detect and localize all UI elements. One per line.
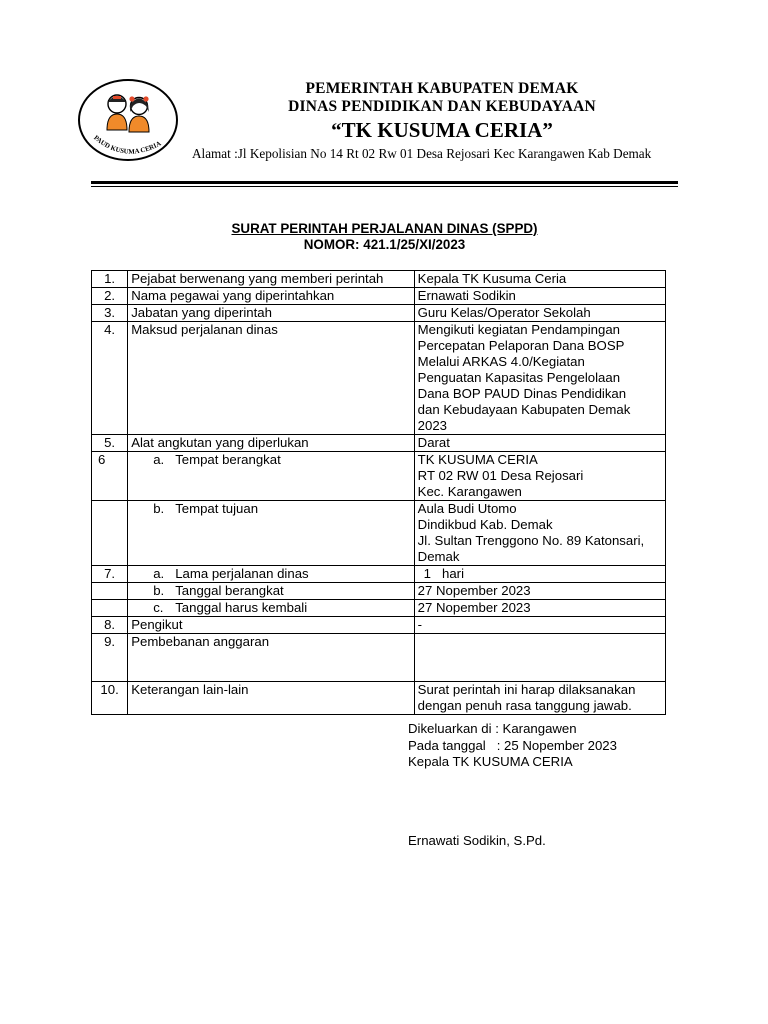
letterhead bbox=[190, 80, 694, 143]
row-sub-label: Tanggal berangkat bbox=[175, 583, 284, 598]
row-label: Maksud perjalanan dinas bbox=[128, 322, 414, 435]
row-value: 27 Nopember 2023 bbox=[414, 600, 665, 617]
duration-number: 1 bbox=[423, 566, 432, 581]
row-label: Alat angkutan yang diperlukan bbox=[128, 435, 414, 452]
table-row bbox=[92, 617, 666, 634]
row-number: 6 bbox=[92, 452, 128, 501]
row-label: Keterangan lain-lain bbox=[128, 682, 414, 715]
row-value: 27 Nopember 2023 bbox=[414, 583, 665, 600]
svg-text:PAUD KUSUMA CERIA: PAUD KUSUMA CERIA bbox=[92, 134, 163, 156]
signatory-name: Ernawati Sodikin, S.Pd. bbox=[408, 833, 546, 848]
value-line: Kec. Karangawen bbox=[417, 484, 522, 499]
duration-unit: hari bbox=[442, 566, 465, 581]
row-value bbox=[414, 634, 665, 682]
table-row bbox=[92, 583, 666, 600]
row-number bbox=[92, 600, 128, 617]
value-line: Dindikbud Kab. Demak bbox=[417, 517, 553, 532]
row-label: Pejabat berwenang yang memberi perintah bbox=[128, 271, 414, 288]
table-row bbox=[92, 322, 666, 435]
government-line: PEMERINTAH KABUPATEN DEMAK bbox=[305, 80, 579, 97]
letterhead-divider-thick bbox=[91, 181, 678, 184]
row-sub-letter: b. bbox=[153, 501, 165, 516]
row-sub-letter: b. bbox=[153, 583, 165, 598]
school-name: “TK KUSUMA CERIA” bbox=[331, 118, 553, 142]
value-line: Aula Budi Utomo bbox=[417, 501, 517, 516]
row-number bbox=[92, 501, 128, 566]
value-line: TK KUSUMA CERIA bbox=[417, 452, 538, 467]
row-label: Jabatan yang diperintah bbox=[128, 305, 414, 322]
row-number: 10. bbox=[92, 682, 128, 715]
row-value bbox=[414, 566, 665, 583]
value-line: dan Kebudayaan Kabupaten Demak bbox=[417, 402, 631, 417]
row-value bbox=[414, 452, 665, 501]
value-line: Surat perintah ini harap dilaksanakan bbox=[417, 682, 636, 697]
school-address: Alamat :Jl Kepolisian No 14 Rt 02 Rw 01 Desa Rejosari Kec Karangawen Kab Demak bbox=[192, 146, 652, 161]
value-line: 2023 bbox=[417, 418, 448, 433]
department-line: DINAS PENDIDIKAN DAN KEBUDAYAAN bbox=[288, 98, 596, 115]
row-value: Ernawati Sodikin bbox=[414, 288, 665, 305]
row-sub-label: Tempat tujuan bbox=[175, 501, 259, 516]
row-label: Pembebanan anggaran bbox=[128, 634, 414, 682]
row-label: Nama pegawai yang diperintahkan bbox=[128, 288, 414, 305]
row-value bbox=[414, 682, 665, 715]
table-row bbox=[92, 682, 666, 715]
row-label bbox=[128, 600, 414, 617]
row-sub-label: Lama perjalanan dinas bbox=[175, 566, 309, 581]
table-row bbox=[92, 435, 666, 452]
issued-place: Dikeluarkan di : Karangawen bbox=[408, 721, 577, 736]
value-line: Mengikuti kegiatan Pendampingan bbox=[417, 322, 621, 337]
row-number: 4. bbox=[92, 322, 128, 435]
table-row bbox=[92, 271, 666, 288]
value-line: Jl. Sultan Trenggono No. 89 Katonsari, bbox=[417, 533, 645, 548]
row-number: 3. bbox=[92, 305, 128, 322]
table-row bbox=[92, 452, 666, 501]
table-row bbox=[92, 634, 666, 682]
row-sub-label: Tanggal harus kembali bbox=[175, 600, 308, 615]
row-label bbox=[128, 583, 414, 600]
row-value: Kepala TK Kusuma Ceria bbox=[414, 271, 665, 288]
row-label bbox=[128, 452, 414, 501]
row-number: 1. bbox=[92, 271, 128, 288]
row-value bbox=[414, 322, 665, 435]
value-line: Percepatan Pelaporan Dana BOSP bbox=[417, 338, 625, 353]
table-row bbox=[92, 566, 666, 583]
row-value: - bbox=[414, 617, 665, 634]
row-number: 2. bbox=[92, 288, 128, 305]
value-line: RT 02 RW 01 Desa Rejosari bbox=[417, 468, 584, 483]
row-value bbox=[414, 501, 665, 566]
row-label bbox=[128, 501, 414, 566]
issued-date: Pada tanggal : 25 Nopember 2023 bbox=[408, 738, 617, 753]
row-number: 9. bbox=[92, 634, 128, 682]
value-line: Penguatan Kapasitas Pengelolaan bbox=[417, 370, 621, 385]
row-number: 5. bbox=[92, 435, 128, 452]
row-sub-label: Tempat berangkat bbox=[175, 452, 281, 467]
row-number: 7. bbox=[92, 566, 128, 583]
value-line: Dana BOP PAUD Dinas Pendidikan bbox=[417, 386, 627, 401]
table-row bbox=[92, 305, 666, 322]
school-logo bbox=[77, 78, 179, 162]
value-line: Demak bbox=[417, 549, 460, 564]
document-number: NOMOR: 421.1/25/XI/2023 bbox=[303, 237, 466, 252]
row-label bbox=[128, 566, 414, 583]
row-number: 8. bbox=[92, 617, 128, 634]
row-sub-letter: c. bbox=[153, 600, 164, 615]
signatory-position: Kepala TK KUSUMA CERIA bbox=[408, 754, 573, 769]
document-title: SURAT PERINTAH PERJALANAN DINAS (SPPD) bbox=[231, 221, 538, 236]
value-line: Melalui ARKAS 4.0/Kegiatan bbox=[417, 354, 585, 369]
row-value: Guru Kelas/Operator Sekolah bbox=[414, 305, 665, 322]
table-row bbox=[92, 600, 666, 617]
table-row bbox=[92, 288, 666, 305]
row-label: Pengikut bbox=[128, 617, 414, 634]
table-row bbox=[92, 501, 666, 566]
row-number bbox=[92, 583, 128, 600]
value-line: dengan penuh rasa tanggung jawab. bbox=[417, 698, 632, 713]
row-value: Darat bbox=[414, 435, 665, 452]
row-sub-letter: a. bbox=[153, 452, 165, 467]
letterhead-divider-thin bbox=[91, 186, 678, 187]
row-sub-letter: a. bbox=[153, 566, 165, 581]
sppd-table bbox=[91, 270, 666, 715]
